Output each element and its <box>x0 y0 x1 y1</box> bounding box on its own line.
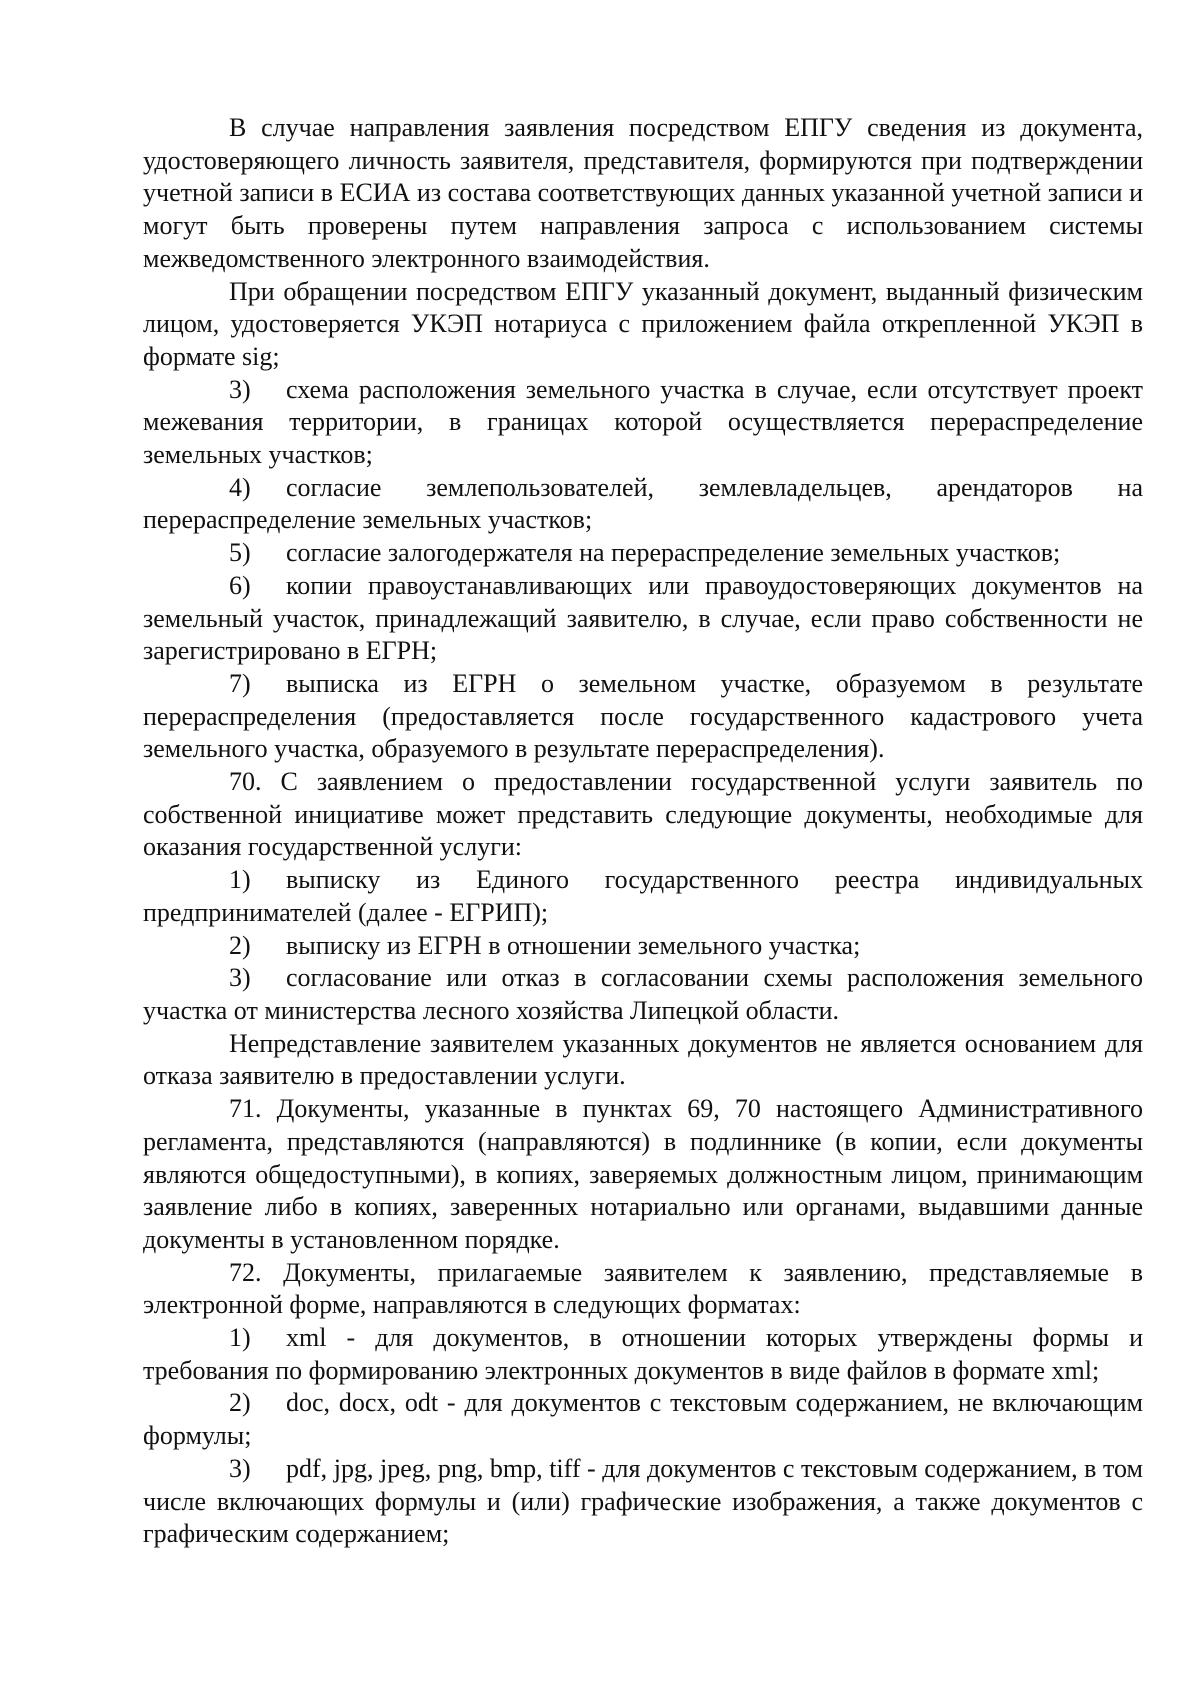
list-item-egrip <box>143 864 1143 929</box>
list-item-number: 5) <box>229 538 251 568</box>
list-item-consent-users <box>143 472 1143 537</box>
list-item-text: выписка из ЕГРН о земельном участке, образуемом в результате перераспределения (предоставляется после государственного кадастрового учета земельного участка, образуемого в результате перераспределения). <box>143 668 1143 764</box>
paragraph-notary-ukep: При обращении посредством ЕПГУ указанный документ, выданный физическим лицом, удостоверяется УКЭП нотариуса с приложением файла открепленной УКЭП в формате sig; <box>143 276 1143 371</box>
list-item-consent-pledgee <box>143 537 1143 570</box>
list-item-egrn-land <box>143 930 1143 963</box>
list-item-forestry-approval <box>143 962 1143 1027</box>
list-item-number: 3) <box>229 374 251 404</box>
list-item-text: выписку из Единого государственного реестра индивидуальных предпринимателей (далее - ЕГРИП); <box>143 865 1143 927</box>
list-item-text: xml - для документов, в отношении которых утверждены формы и требования по формированию электронных документов в виде файлов в формате xml; <box>143 1323 1143 1385</box>
list-item-format-doc <box>143 1387 1143 1452</box>
list-item-format-xml <box>143 1322 1143 1387</box>
list-item-text: выписку из ЕГРН в отношении земельного участка; <box>286 930 861 960</box>
paragraph-70: 70. С заявлением о предоставлении государственной услуги заявитель по собственной инициативе может представить следующие документы, необходимые для оказания государственной услуги: <box>143 767 1143 862</box>
list-item-format-pdf <box>143 1453 1143 1551</box>
list-item-scheme <box>143 374 1143 472</box>
list-item-number: 2) <box>229 1388 251 1418</box>
document-page <box>143 112 1143 1551</box>
list-item-text: схема расположения земельного участка в случае, если отсутствует проект межевания территории, в границах которой осуществляется перераспределение земельных участков; <box>143 374 1143 470</box>
list-item-number: 6) <box>229 570 251 600</box>
list-item-text: согласование или отказ в согласовании схемы расположения земельного участка от министерства лесного хозяйства Липецкой области. <box>143 963 1143 1025</box>
list-item-text: pdf, jpg, jpeg, png, bmp, tiff - для документов с текстовым содержанием, в том числе включающих формулы и (или) графические изображения, а также документов с графическим содержанием; <box>143 1453 1143 1549</box>
list-item-text: согласие залогодержателя на перераспределение земельных участков; <box>286 538 1061 568</box>
list-item-title-copies <box>143 570 1143 668</box>
list-item-egrn-extract <box>143 668 1143 766</box>
list-item-number: 1) <box>229 865 251 895</box>
list-item-number: 2) <box>229 930 251 960</box>
list-item-text: согласие землепользователей, землевладельцев, арендаторов на перераспределение земельных участков; <box>143 472 1143 535</box>
paragraph-esia-identity: В случае направления заявления посредством ЕПГУ сведения из документа, удостоверяющего личность заявителя, представителя, формируются при подтверждении учетной записи в ЕСИА из состава соответствующих данных указанной учетной записи и могут быть проверены путем направления запроса с использованием системы межведомственного электронного взаимодействия. <box>143 113 1143 273</box>
list-item-number: 3) <box>229 1453 251 1483</box>
list-item-number: 4) <box>229 472 251 502</box>
list-item-text: doc, docx, odt - для документов с текстовым содержанием, не включающим формулы; <box>143 1388 1143 1451</box>
list-item-number: 3) <box>229 963 251 993</box>
paragraph-non-submission: Непредставление заявителем указанных документов не является основанием для отказа заявителю в предоставлении услуги. <box>143 1028 1143 1091</box>
list-item-number: 7) <box>229 668 251 698</box>
paragraph-71: 71. Документы, указанные в пунктах 69, 70 настоящего Административного регламента, представляются (направляются) в подлиннике (в копии, если документы являются общедоступными), в копиях, заверяемых должностным лицом, принимающим заявление либо в копиях, заверенных нотариально или органами, выдавшими данные документы в установленном порядке. <box>143 1094 1143 1254</box>
list-item-text: копии правоустанавливающих или правоудостоверяющих документов на земельный участок, принадлежащий заявителю, в случае, если право собственности не зарегистрировано в ЕГРН; <box>143 570 1143 666</box>
list-item-number: 1) <box>229 1323 251 1353</box>
paragraph-72: 72. Документы, прилагаемые заявителем к заявлению, представляемые в электронной форме, направляются в следующих форматах: <box>143 1257 1143 1320</box>
